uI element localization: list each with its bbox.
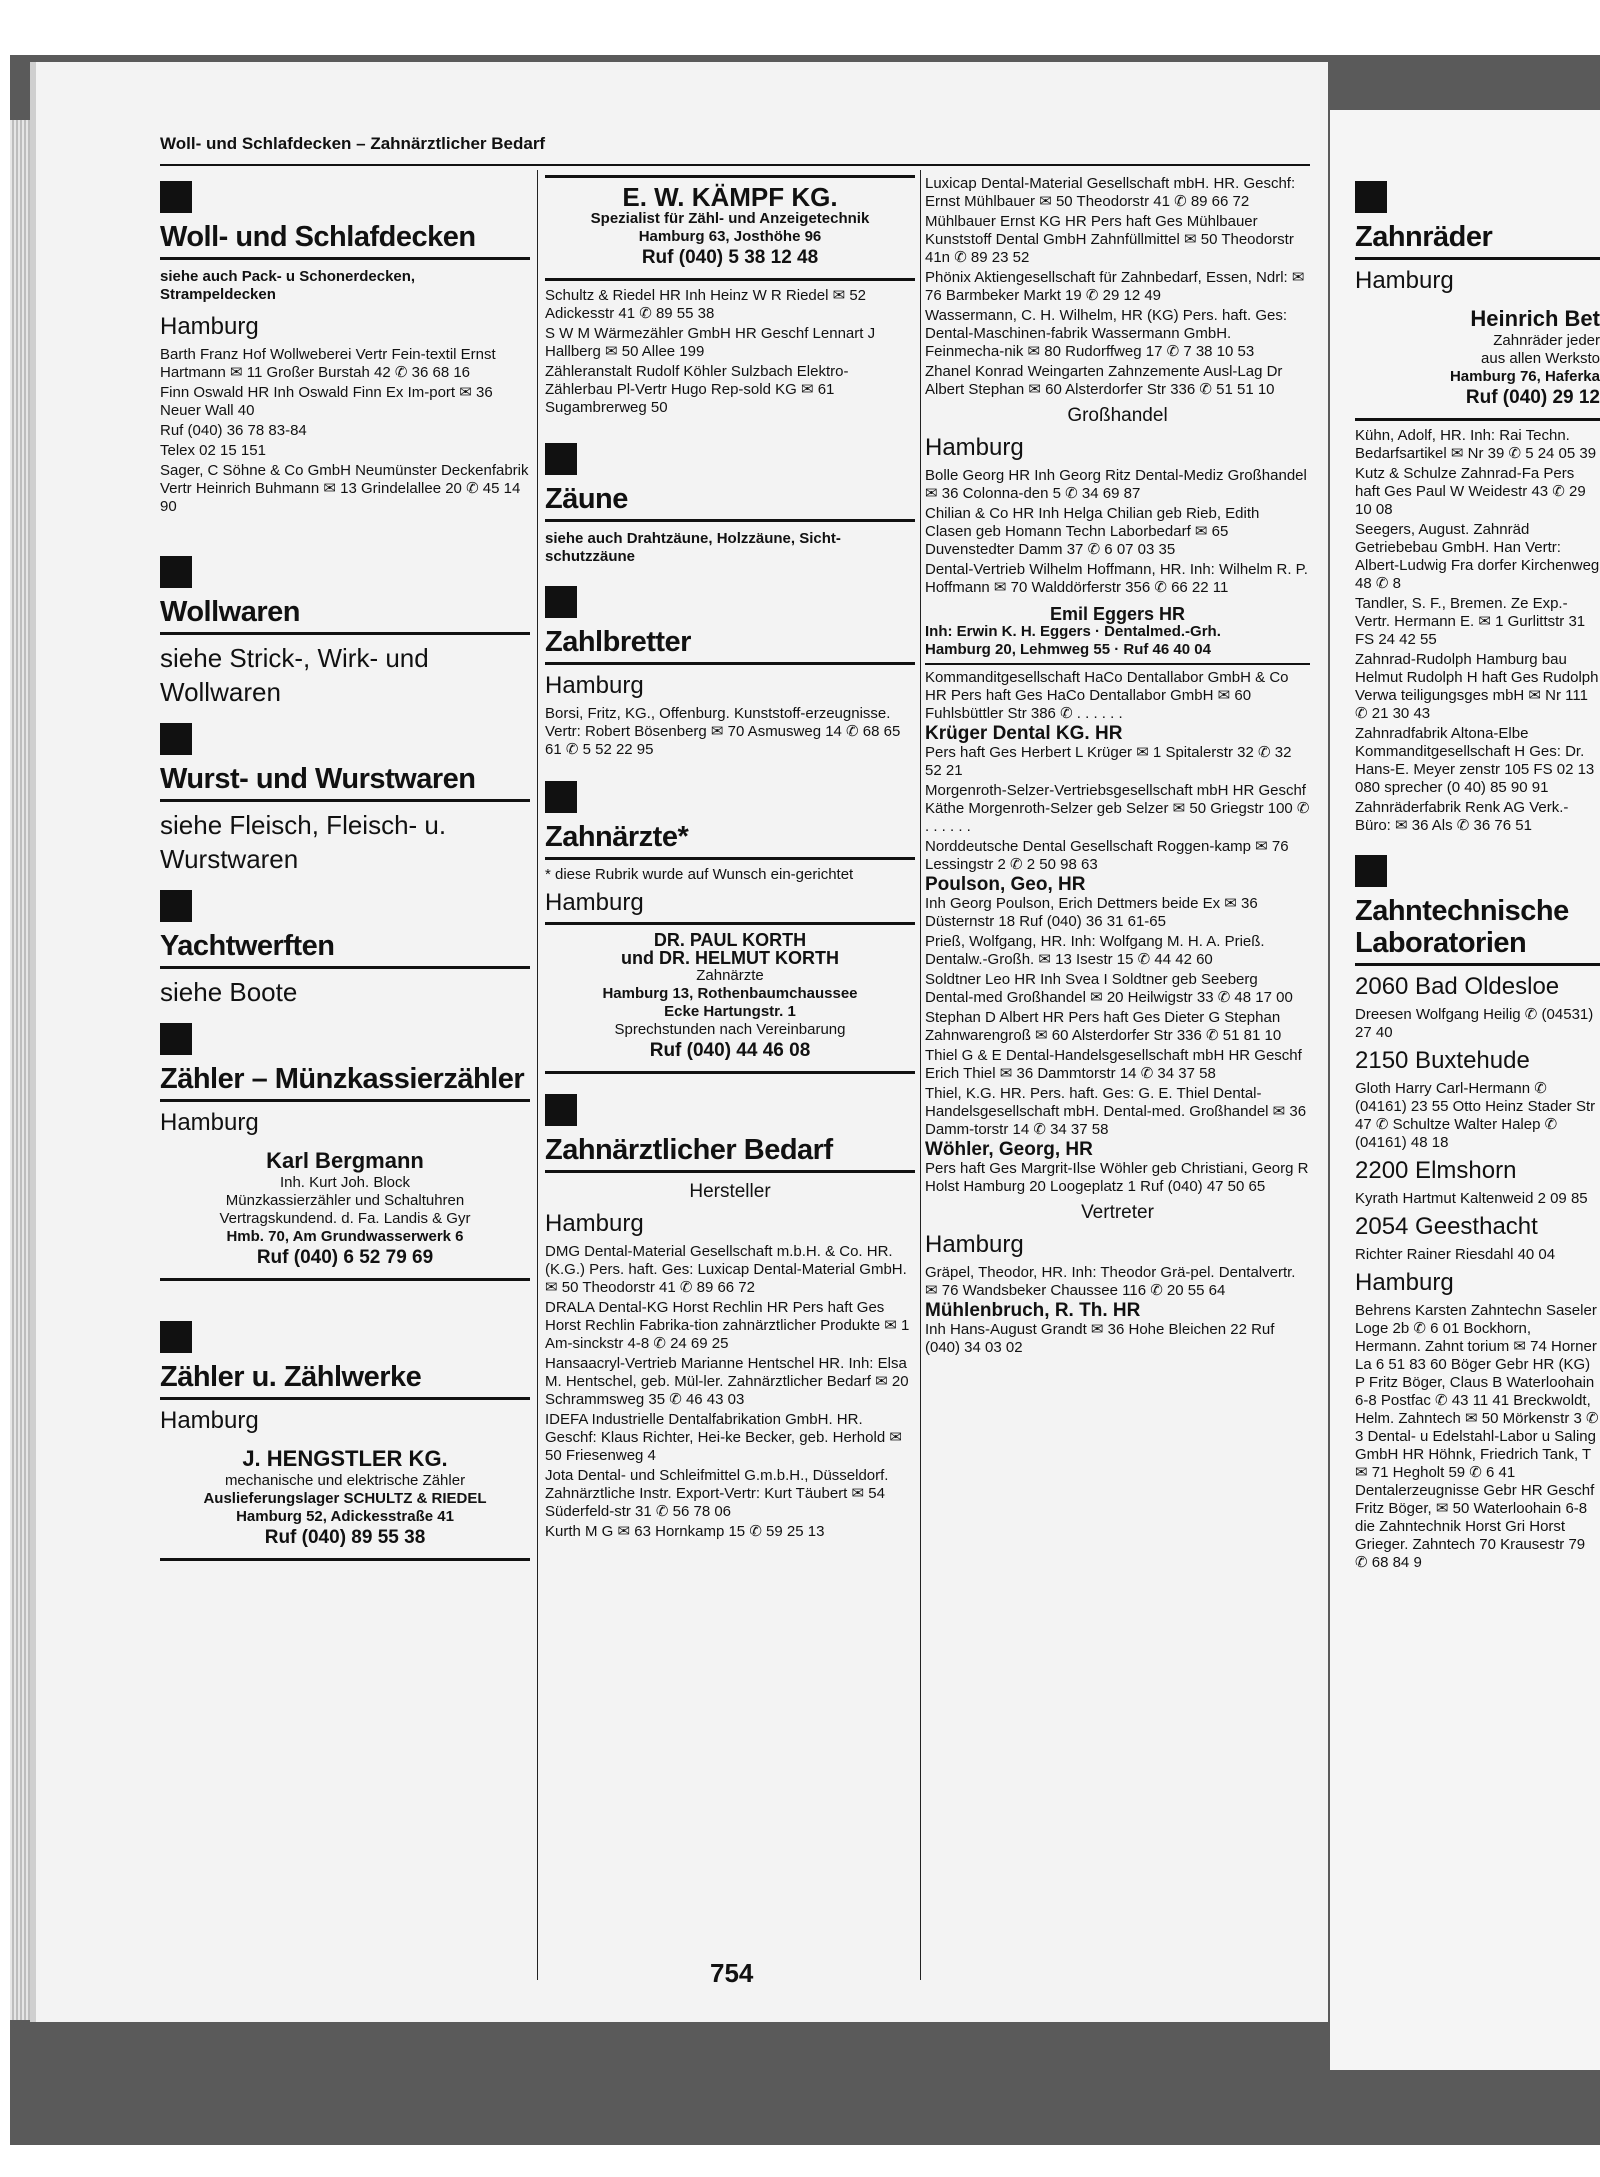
list-item: Gloth Harry Carl-Hermann ✆ (04161) 23 55 Otto Heinz Stader Str 47 ✆ Schultze Walter Halep ✆ (04161) 48 18: [1355, 1080, 1596, 1151]
list-item: Prieß, Wolfgang, HR. Inh: Wolfgang M. H. A. Prieß. Dentalw.-Großh. ✉ 13 Isestr 15 ✆ 44 42 60: [925, 933, 1265, 968]
section-marker: [160, 1023, 192, 1055]
list-item: Zahnrad-Rudolph Hamburg bau Helmut Rudolph H haft Ges Rudolph Verwa teiligungsges mbH ✉ Nr 111 ✆ 21 30 43: [1355, 651, 1599, 722]
city-heading: 2060 Bad Oldesloe: [1355, 973, 1560, 1000]
section-marker: [160, 181, 192, 213]
section-marker: [545, 781, 577, 813]
section-marker: [545, 586, 577, 618]
column-divider: [537, 170, 538, 1980]
see-reference: siehe Boote: [160, 977, 298, 1007]
advertisement: [160, 1440, 530, 1561]
city-heading: Hamburg: [160, 1109, 259, 1136]
list-item: Norddeutsche Dental Gesellschaft Roggen-kamp ✉ 76 Lessingstr 2 ✆ 2 50 98 63: [925, 838, 1289, 873]
city-heading: 2200 Elmshorn: [1355, 1157, 1517, 1184]
list-item: Jota Dental- und Schleifmittel G.m.b.H., Düsseldorf. Zahnärztliche Instr. Export-Vertr: Kurt Täubert ✉ 54 Süderfeld-str 31 ✆ 56 78 06: [545, 1467, 889, 1520]
section-marker: [1355, 855, 1387, 887]
list-item: Barth Franz Hof Wollweberei Vertr Fein-textil Ernst Hartmann ✉ 11 Großer Burstah 42 ✆ 36 68 16: [160, 346, 496, 381]
list-item: [925, 876, 1310, 931]
list-item: Kühn, Adolf, HR. Inh: Rai Techn. Bedarfsartikel ✉ Nr 39 ✆ 5 24 05 39: [1355, 427, 1597, 462]
list-item: DRALA Dental-KG Horst Rechlin HR Pers haft Ges Horst Rechlin Fabrika-tion zahnärztlicher Produkte ✉ 1 Am-sinckstr 4-8 ✆ 24 69 25: [545, 1299, 910, 1352]
list-item: [925, 1302, 1310, 1357]
column-3: [925, 175, 1310, 1975]
list-item: Kutz & Schulze Zahnrad-Fa Pers haft Ges Paul W Weidestr 43 ✆ 29 10 08: [1355, 465, 1586, 518]
section-title: Zäune: [545, 483, 915, 522]
ad-phone: Ruf (040) 89 55 38: [264, 1527, 426, 1548]
section-title: Woll- und Schlafdecken: [160, 221, 530, 260]
city-heading: Hamburg: [1355, 267, 1454, 294]
entry-text: Pers haft Ges Herbert L Krüger ✉ 1 Spitalerstr 32 ✆ 32 52 21: [925, 744, 1292, 779]
ad-name: Emil Eggers HR: [1049, 604, 1186, 624]
section-marker: [545, 443, 577, 475]
header-rule: [160, 164, 1310, 166]
list-item: Hansaacryl-Vertrieb Marianne Hentschel HR. Inh: Elsa M. Hentschel, geb. Mül-ler. Zahnärztlicher Bedarf ✉ 20 Schrammsweg 35 ✆ 46 43 03: [545, 1355, 909, 1408]
list-item: Kommanditgesellschaft HaCo Dentallabor GmbH & Co HR Pers haft Ges HaCo Dentallabor GmbH ✉ 60 Fuhlsbüttler Str 386 ✆ . . . . . .: [925, 669, 1289, 722]
ad-address: Hamburg 13, Rothenbaumchaussee: [602, 985, 858, 1002]
ad-phone: Ruf (040) 6 52 79 69: [256, 1247, 434, 1268]
column-divider: [920, 170, 921, 1980]
see-reference: siehe Fleisch, Fleisch- u. Wurstwaren: [160, 810, 447, 874]
footnote: * diese Rubrik wurde auf Wunsch ein-gerichtet: [545, 866, 854, 883]
ad-line: Spezialist für Zähl- und Anzeigetechnik: [590, 210, 870, 227]
page-header: Woll- und Schlafdecken – Zahnärztlicher Bedarf: [160, 134, 546, 153]
section-title: Wollwaren: [160, 596, 530, 635]
ad-name: J. HENGSTLER KG.: [242, 1446, 448, 1471]
ad-line: Inh: Erwin K. H. Eggers · Dentalmed.-Grh.: [925, 623, 1221, 640]
column-2: [545, 175, 915, 1975]
city-heading: 2150 Buxtehude: [1355, 1047, 1530, 1074]
ad-address: Hmb. 70, Am Grundwasserwerk 6: [226, 1228, 464, 1245]
list-item: [925, 725, 1310, 780]
list-item: Zahnradfabrik Altona-Elbe Kommanditgesellschaft H Ges: Dr. Hans-E. Meyer zenstr 105 FS 02 13 080 sprecher (0 40) 85 90 91: [1355, 725, 1595, 796]
ad-line: Inh. Kurt Joh. Block: [279, 1174, 411, 1191]
list-item: Bolle Georg HR Inh Georg Ritz Dental-Mediz Großhandel ✉ 36 Colonna-den 5 ✆ 34 69 87: [925, 467, 1307, 502]
section-title: Zahnärztlicher Bedarf: [545, 1134, 915, 1173]
list-item: S W M Wärmezähler GmbH HR Geschf Lennart J Hallberg ✉ 50 Allee 199: [545, 325, 876, 360]
city-heading: Hamburg: [545, 672, 644, 699]
section-title: Yachtwerften: [160, 930, 530, 969]
list-item: Richter Rainer Riesdahl 40 04: [1355, 1246, 1556, 1263]
ad-line: mechanische und elektrische Zähler: [224, 1472, 466, 1489]
entry-text: Pers haft Ges Margrit-Ilse Wöhler geb Christiani, Georg R Holst Hamburg 20 Loogeplatz 1 Ruf (040) 47 50 65: [925, 1160, 1309, 1195]
list-item: Finn Oswald HR Inh Oswald Finn Ex Im-port ✉ 36 Neuer Wall 40: [160, 384, 493, 419]
section-marker: [545, 1094, 577, 1126]
subheading: Hersteller: [689, 1181, 771, 1202]
entry-text: Inh Georg Poulson, Erich Dettmers beide Ex ✉ 36 Düsternstr 18 Ruf (040) 36 31 61-65: [925, 895, 1258, 930]
section-marker: [160, 890, 192, 922]
list-item: Kyrath Hartmut Kaltenweid 2 09 85: [1355, 1190, 1588, 1207]
section-title: Zähler u. Zählwerke: [160, 1361, 530, 1400]
city-heading: Hamburg: [545, 1210, 644, 1237]
entry-name: Wöhler, Georg, HR: [925, 1139, 1093, 1160]
entry-name: Poulson, Geo, HR: [925, 874, 1086, 895]
section-marker: [1355, 181, 1387, 213]
list-item: Wassermann, C. H. Wilhelm, HR (KG) Pers. haft. Ges: Dental-Maschinen-fabrik Wassermann GmbH. Feinmecha-nik ✉ 80 Rudorffweg 17 ✆ 7 38 10 53: [925, 307, 1288, 360]
section-marker: [160, 1321, 192, 1353]
list-item: Chilian & Co HR Inh Helga Chilian geb Rieb, Edith Clasen geb Homann Techn Laborbedarf ✉ 65 Duvenstedter Damm 37 ✆ 6 07 03 35: [925, 505, 1260, 558]
advertisement: [545, 922, 915, 1074]
list-item: Telex 02 15 151: [160, 442, 266, 459]
ad-name: und DR. HELMUT KORTH: [621, 948, 839, 968]
list-item: Schultz & Riedel HR Inh Heinz W R Riedel ✉ 52 Adickesstr 41 ✆ 89 55 38: [545, 287, 867, 322]
subheading: Großhandel: [1067, 405, 1168, 426]
entry-name: Mühlenbruch, R. Th. HR: [925, 1300, 1141, 1321]
ad-line: Zahnärzte: [696, 967, 764, 984]
list-item: Ruf (040) 36 78 83-84: [160, 422, 307, 439]
city-heading: Hamburg: [160, 1407, 259, 1434]
section-title: Wurst- und Wurstwaren: [160, 763, 530, 802]
entry-text: Inh Hans-August Grandt ✉ 36 Hohe Bleichen 22 Ruf (040) 34 03 02: [925, 1321, 1275, 1356]
ad-address: Hamburg 20, Lehmweg 55 · Ruf 46 40 04: [925, 641, 1211, 658]
list-item: Stephan D Albert HR Pers haft Ges Dieter G Stephan Zahnwarengroß ✉ 60 Alsterdorfer Str 336 ✆ 51 81 10: [925, 1009, 1282, 1044]
ad-address: Hamburg 52, Adickesstraße 41: [236, 1508, 454, 1525]
ad-name: Heinrich Bet: [1470, 306, 1600, 331]
city-heading: Hamburg: [925, 1231, 1024, 1258]
list-item: Soldtner Leo HR Inh Svea I Soldtner geb Seeberg Dental-med Großhandel ✉ 20 Heilwigstr 33 ✆ 48 17 00: [925, 971, 1293, 1006]
column-1: [160, 175, 530, 1975]
see-reference: siehe Strick-, Wirk- und Wollwaren: [160, 643, 429, 707]
list-item: Zhanel Konrad Weingarten Zahnzemente Ausl-Lag Dr Albert Stephan ✉ 60 Alsterdorfer Str 336 ✆ 51 51 10: [925, 363, 1283, 398]
list-item: Thiel G & E Dental-Handelsgesellschaft mbH HR Geschf Erich Thiel ✉ 36 Dammtorstr 14 ✆ 34 37 58: [925, 1047, 1302, 1082]
section-marker: [160, 556, 192, 588]
city-heading: Hamburg: [925, 434, 1024, 461]
list-item: Dreesen Wolfgang Heilig ✆ (04531) 27 40: [1355, 1006, 1594, 1041]
list-item: Seegers, August. Zahnräd Getriebebau GmbH. Han Vertr: Albert-Ludwig Fra dorfer Kirchenweg 48 ✆ 8: [1355, 521, 1600, 592]
ad-line: Münzkassierzähler und Schaltuhren: [225, 1192, 465, 1209]
list-item: Phönix Aktiengesellschaft für Zahnbedarf, Essen, Ndrl: ✉ 76 Barmbeker Markt 19 ✆ 29 12 49: [925, 269, 1305, 304]
column-4: [1355, 175, 1600, 1975]
list-item: Thiel, K.G. HR. Pers. haft. Ges: G. E. Thiel Dental-Handelsgesellschaft mbH. Dental-med. Großhandel ✉ 36 Damm-torstr 14 ✆ 34 37 58: [925, 1085, 1307, 1138]
city-heading: Hamburg: [1355, 1269, 1454, 1296]
list-item: Kurth M G ✉ 63 Hornkamp 15 ✆ 59 25 13: [545, 1523, 825, 1540]
advertisement: [925, 601, 1310, 665]
ad-address: Hamburg 63, Josthöhe 96: [638, 228, 822, 245]
list-item: [925, 1141, 1310, 1196]
list-item: Zahnräderfabrik Renk AG Verk.-Büro: ✉ 36 Als ✆ 36 76 51: [1355, 799, 1569, 834]
list-item: Mühlbauer Ernst KG HR Pers haft Ges Mühlbauer Kunststoff Dental GmbH Zahnfüllmittel ✉ 50 Theodorstr 41n ✆ 89 23 52: [925, 213, 1294, 266]
ad-line: Auslieferungslager SCHULTZ & RIEDEL: [203, 1490, 487, 1507]
city-heading: Hamburg: [545, 889, 644, 916]
advertisement: [545, 175, 915, 281]
list-item: Luxicap Dental-Material Gesellschaft mbH. HR. Geschf: Ernst Mühlbauer ✉ 50 Theodorstr 41 ✆ 89 66 72: [925, 175, 1296, 210]
ad-phone: Ruf (040) 29 12: [1465, 387, 1600, 408]
ad-name: E. W. KÄMPF KG.: [622, 182, 838, 212]
ad-phone: Ruf (040) 44 46 08: [649, 1040, 811, 1061]
page-number: 754: [710, 1958, 754, 1988]
city-heading: Hamburg: [160, 313, 259, 340]
ad-name: DR. PAUL KORTH: [653, 930, 807, 950]
list-item: IDEFA Industrielle Dentalfabrikation GmbH. HR. Geschf: Klaus Richter, Hei-ke Becker, geb. Herhold ✉ 50 Friesenweg 4: [545, 1411, 902, 1464]
list-item: Sager, C Söhne & Co GmbH Neumünster Deckenfabrik Vertr Heinrich Buhmann ✉ 13 Grindelallee 20 ✆ 45 14 90: [160, 462, 529, 515]
ad-phone: Ruf (040) 5 38 12 48: [641, 247, 819, 268]
list-item: DMG Dental-Material Gesellschaft m.b.H. & Co. HR. (K.G.) Pers. haft. Ges: Luxicap Dental-Material GmbH. ✉ 50 Theodorstr 41 ✆ 89 66 72: [545, 1243, 907, 1296]
section-title: Zahnräder: [1355, 221, 1600, 260]
list-item: Tandler, S. F., Bremen. Ze Exp.-Vertr. Hermann E. ✉ 1 Gurlittstr 31 FS 24 42 55: [1355, 595, 1586, 648]
see-also: siehe auch Pack- u Schonerdecken, Strampeldecken: [160, 268, 416, 303]
entry-name: Krüger Dental KG. HR: [925, 723, 1123, 744]
list-item: Gräpel, Theodor, HR. Inh: Theodor Grä-pel. Dentalvertr. ✉ 76 Wandsbeker Chaussee 116 ✆ 20 55 64: [925, 1264, 1296, 1299]
ad-address: Hamburg 76, Haferka: [1449, 368, 1600, 385]
section-marker: [160, 723, 192, 755]
list-item: Borsi, Fritz, KG., Offenburg. Kunststoff-erzeugnisse. Vertr: Robert Bösenberg ✉ 70 Asmusweg 14 ✆ 68 65 61 ✆ 5 52 22 95: [545, 705, 901, 758]
see-also: siehe auch Drahtzäune, Holzzäune, Sicht-schutzzäune: [545, 530, 841, 565]
advertisement: [160, 1142, 530, 1281]
ad-line: aus allen Werksto: [1481, 350, 1600, 367]
ad-line: Vertragskundend. d. Fa. Landis & Gyr: [219, 1210, 471, 1227]
subheading: Vertreter: [1081, 1202, 1154, 1223]
list-item: Behrens Karsten Zahntechn Saseler Loge 2b ✆ 6 01 Bockhorn, Hermann. Zahnt torium ✉ 74 Horner La 6 51 83 60 Böger Gebr HR (KG) P Fritz Böger, Claus B Waterloohain 6-8 Postfac ✆ 43 11 41 Breckwoldt, Helm. Zahntech ✉ 50 Mörkenstr 3 ✆ 3 Dental- u Edelstahl-Labor u Saling GmbH HR Höhnk, Friedrich Tank, T ✉ 71 Hegholt 59 ✆ 6 41 Dentalerzeugnisse Gebr HR Geschf Fritz Böger, ✉ 50 Waterloohain 6-8 die Zahntechnik Horst Gri Horst Grieger. Zahntech 70 Krausestr 79 ✆ 68 84 9: [1355, 1302, 1599, 1571]
list-item: Dental-Vertrieb Wilhelm Hoffmann, HR. Inh: Wilhelm R. P. Hoffmann ✉ 70 Walddörferstr 356 ✆ 66 22 11: [925, 561, 1308, 596]
ad-line: Zahnräder jeder: [1493, 332, 1600, 349]
city-heading: 2054 Geesthacht: [1355, 1213, 1538, 1240]
list-item: Morgenroth-Selzer-Vertriebsgesellschaft mbH HR Geschf Käthe Morgenroth-Selzer geb Selzer ✉ 50 Griegstr 100 ✆ . . . . . .: [925, 782, 1310, 835]
section-title: Zähler – Münzkassierzähler: [160, 1063, 530, 1102]
ad-name: Karl Bergmann: [266, 1148, 424, 1173]
section-title: Zahntechnische Laboratorien: [1355, 895, 1600, 966]
ad-line: Sprechstunden nach Vereinbarung: [614, 1021, 846, 1038]
section-title: Zahlbretter: [545, 626, 915, 665]
list-item: Zähleranstalt Rudolf Köhler Sulzbach Elektro-Zählerbau Pl-Vertr Hugo Rep-sold KG ✉ 61 Sugambrerweg 50: [545, 363, 849, 416]
ad-address: Ecke Hartungstr. 1: [664, 1003, 796, 1020]
section-title: Zahnärzte*: [545, 821, 915, 860]
advertisement: [1355, 300, 1600, 421]
